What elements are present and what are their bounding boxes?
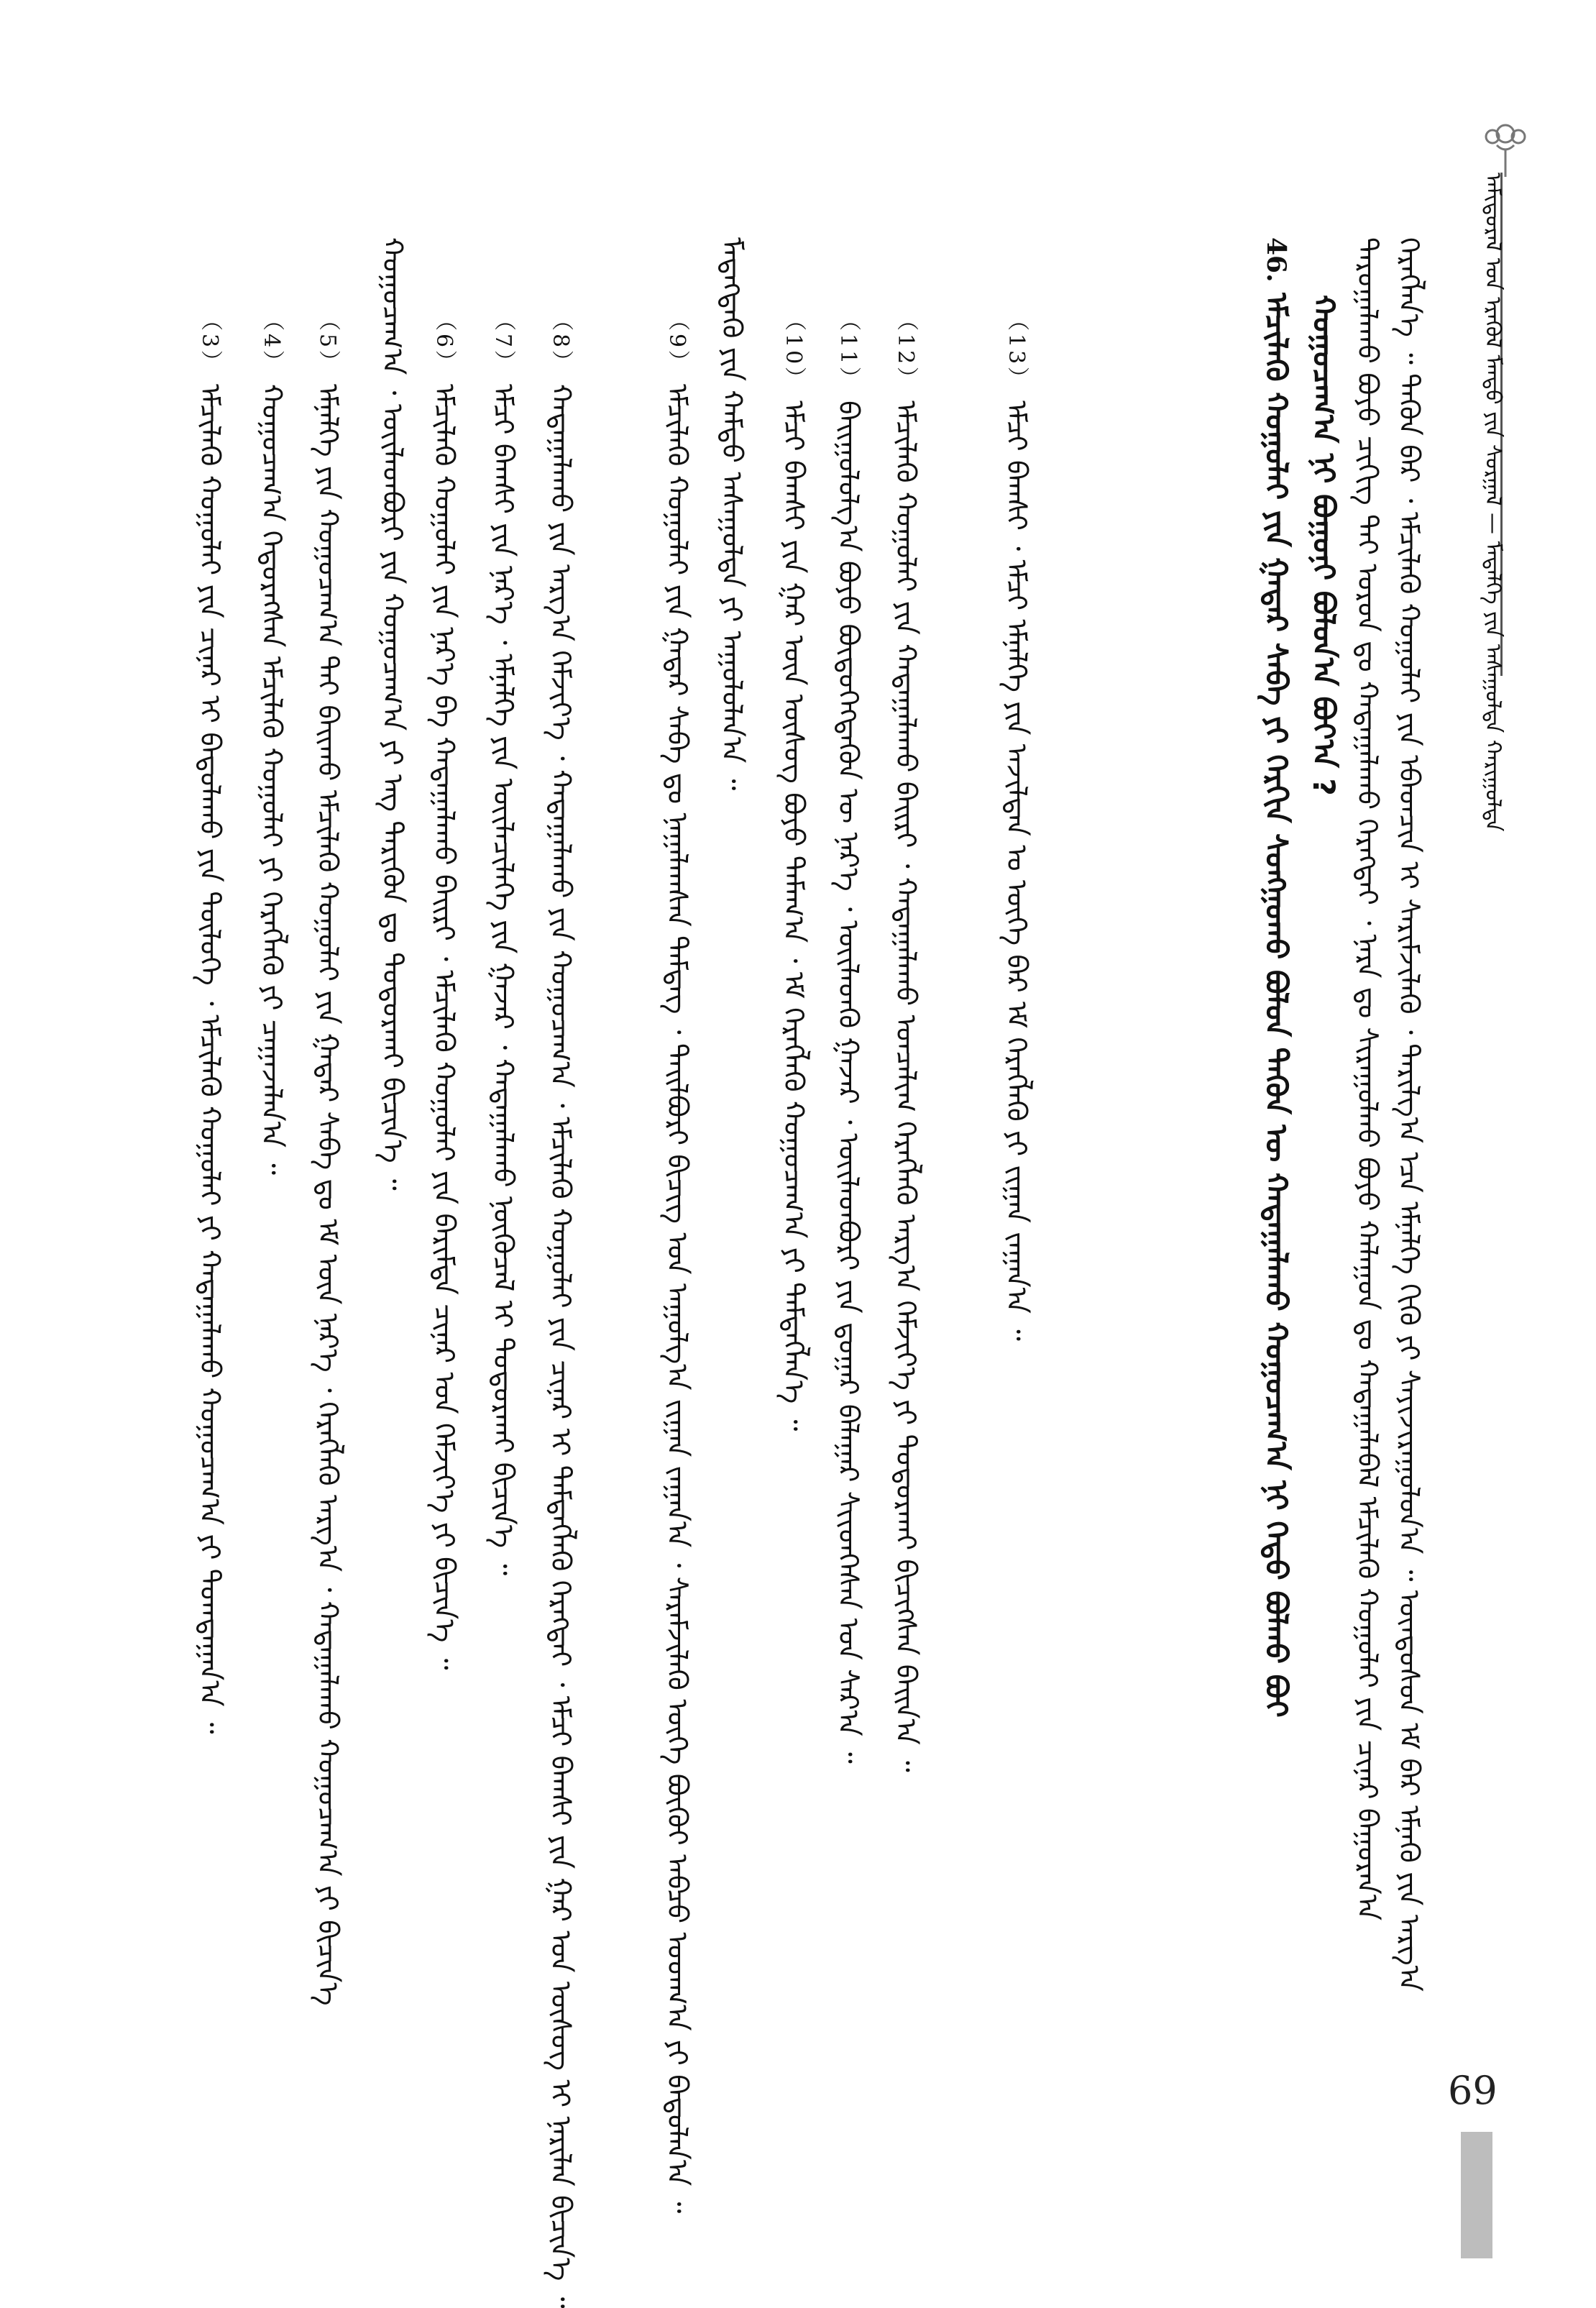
running-head: ᠠᠮᠢᠳᠤᠷᠠᠯ ᠤᠨ ᠡᠷᠡᠭᠦᠯ ᠮᠡᠨᠳᠦ ᠶᠢᠨ ᠰᠤᠷᠭᠠᠯ — ᠮᠡᠳᠡᠯᠭᠡ ᠶᠢᠨ ᠠᠰᠠᠭᠤᠯᠲᠠ ᠬᠠᠷᠢᠭᠤᠯᠲᠠ (1480, 173, 1505, 832)
list-item-number: （6） (431, 309, 457, 375)
list-item (1002, 309, 1030, 1341)
text-column (378, 237, 406, 1191)
question-number: 46. (1261, 237, 1291, 283)
list-item-number: （7） (490, 309, 515, 375)
list-item (834, 309, 862, 1764)
text-column (717, 237, 746, 790)
list-item-number: （3） (197, 309, 222, 375)
text-column-content: ᠪᠠᠢᠭᠤᠯᠤᠯᠭ᠎ᠠ ᠪᠤᠶᠤ ᠪᠦᠲᠦᠭᠡᠭᠳᠡᠬᠦᠨ ᠦ ᠨᠡᠷ᠎ᠡ ᠂ ᠦᠢᠯᠡᠳᠬᠦ ᠭᠠᠵᠠᠷ ᠂ ᠦᠢᠯᠡᠳᠪᠦᠷᠢ ᠶᠢᠨ ᠳ᠋ᠤᠭᠠᠷ ᠪᠠᠯᠠᠭᠠᠷ ᠰᠢᠢᠳᠬᠡᠰᠡᠨ ᠣᠨ ᠰᠠᠷ᠎ᠠ ᠃ (832, 400, 864, 1764)
text-column-content: ᠡᠮᠴᠢᠯᠡᠬᠦ ᠬᠤᠭᠤᠯᠠᠢ ᠶᠢᠨ ᠨᠡᠷ᠎ᠡ ᠪᠠ ᠬᠠᠳᠠᠭᠠᠯᠠᠬᠤ ᠪᠠᠢᠷᠢ ᠂ ᠡᠮᠴᠢᠯᠡᠬᠦ ᠬᠤᠭᠤᠯᠠᠢ ᠶᠢᠨ ᠪᠠᠷᠢᠮᠲᠠ ᠴᠢᠨᠠᠷ ᠤᠨ ᠬᠡᠮᠵᠢᠶ᠎ᠡ ᠶᠢ ᠪᠢᠴᠢᠨ᠎ᠡ ᠃ (428, 384, 460, 1670)
list-item (889, 309, 922, 1772)
list-item-number: （12） (893, 309, 918, 392)
header-ornament-icon (1475, 121, 1536, 178)
list-item (544, 309, 577, 2308)
question-heading (1259, 237, 1294, 1718)
text-column-content: ᠬᠤᠭᠤᠴᠠᠭ᠎ᠠ ᠨᠢ ᠪᠤᠭᠤᠨᠢ ᠪᠣᠯᠤᠨ᠎ᠠ ᠪᠣᠶ᠎ᠠ ? (1306, 295, 1342, 796)
list-item (777, 309, 810, 1432)
text-column (1395, 237, 1423, 1992)
list-item (430, 309, 458, 1670)
text-column (1353, 237, 1381, 1920)
text-column-content: ᠬᠡᠷᠡᠭᠯᠡᠨ᠎ᠡ ᠃ ᠲᠡᠭᠦᠨ ᠪᠡᠷ ᠂ ᠡᠮᠴᠢᠯᠡᠬᠦ ᠬᠤᠭᠤᠯᠠᠢ ᠶᠢᠨ ᠡᠪᠡᠳᠴᠢᠨ ᠢ ᠰᠡᠷᠢᠮᠵᠢᠯᠡᠬᠦ ᠂ ᠲᠠᠷᠢᠯᠭ᠎ᠠ ᠡᠴᠡ ᠡᠮᠨᠡᠯᠭᠡ ᠬᠢᠬᠦ ᠶᠢ ᠰᠠᠶᠢᠵᠢᠷᠠᠭᠤᠯᠤᠨ᠎ᠠ ᠃ ᠦᠨᠳᠦᠰᠦᠨ ᠡᠮ ᠪᠡᠷ ᠡᠮᠨᠡᠬᠦ ᠶᠢᠨ ᠠᠷᠭ᠎ᠠ (1393, 237, 1425, 1992)
list-item-number: （11） (835, 309, 861, 392)
list-item-number: （13） (1004, 309, 1029, 392)
list-item (193, 309, 226, 1734)
text-column-content: ᠡᠮᠴᠢᠯᠡᠬᠦ ᠬᠤᠭᠤᠯᠠᠢ ᠶᠢᠨ ᠭᠠᠳᠠᠷ ᠰᠠᠪᠠ ᠳᠤ ᠨᠠᠭᠠᠯᠠᠭᠰᠠᠨ ᠲᠡᠮᠳᠡᠭ ᠂ ᠲᠠᠢᠯᠪᠤᠷᠢ ᠪᠢᠴᠢᠭ ᠤᠨ ᠠᠭᠤᠯᠭ᠎ᠠ ᠵᠢᠭᠠᠨ ᠵᠠᠭᠠᠨ᠎ᠠ ᠂ ᠰᠡᠷᠡᠮᠵᠢᠯᠡᠬᠦ ᠦᠭᠡ ᠪᠦᠬᠦᠢ ᠠᠪᠴᠤ ᠤᠳᠬ᠎ᠠ ᠶᠢ ᠪᠠᠲᠤᠯᠠᠨ᠎ᠠ ᠃ (661, 384, 693, 2214)
text-column-content: ᠬᠠᠳᠠᠭᠠᠯᠠᠬᠤ ᠶᠢᠨ ᠠᠷᠭ᠎ᠠ ᠬᠡᠮᠵᠢᠶ᠎ᠡ ᠂ ᠬᠠᠳᠠᠭᠠᠯᠠᠬᠤ ᠶᠢᠨ ᠬᠤᠭᠤᠴᠠᠭ᠎ᠠ ᠂ ᠡᠮᠴᠢᠯᠡᠬᠦ ᠬᠤᠭᠤᠯᠠᠢ ᠶᠢᠨ ᠴᠢᠨᠠᠷ ᠢ ᠲᠡᠮᠳᠡᠭᠯᠡᠬᠦ ᠬᠡᠷᠡᠭᠲᠡᠢ ᠂ ᠡᠮᠴᠢ ᠪᠠᠭᠰᠢ ᠶᠢᠨ ᠭᠠᠷ ᠤᠨ ᠦᠰᠦᠭ ᠢ ᠨᠠᠷᠢᠯᠠᠨ ᠪᠢᠴᠢᠨ᠎ᠡ ᠃ (544, 384, 577, 2308)
text-column-content: ᠡᠮᠴᠢᠯᠡᠬᠦ ᠬᠤᠭᠤᠯᠠᠢ ᠶᠢᠨ ᠴᠢᠨᠠᠷ ᠢ ᠪᠠᠲᠤᠯᠠᠬᠤ ᠶᠢᠨ ᠲᠥᠯᠦᠭᠡ ᠂ ᠡᠮᠴᠢᠯᠡᠬᠦ ᠬᠤᠭᠤᠯᠠᠢ ᠶᠢ ᠬᠠᠳᠠᠭᠠᠯᠠᠬᠤ ᠬᠤᠭᠤᠴᠠᠭ᠎ᠠ ᠶᠢ ᠲᠣᠭᠲᠠᠭᠠᠨ᠎ᠠ ᠃ (193, 384, 226, 1734)
text-column-content: ᠳᠠᠷᠤᠭᠠᠯᠠᠬᠤ ᠪᠤᠶᠤ ᠴᠢᠭᠢᠭ ᠲᠠᠢ ᠤᠷᠤᠨ ᠳᠤ ᠬᠠᠳᠠᠭᠠᠯᠠᠬᠤ ᠬᠡᠷᠡᠭᠲᠡᠢ ᠂ ᠨᠠᠷᠠ ᠳᠤ ᠰᠢᠷᠠᠭᠤᠯᠬᠤ ᠪᠤᠶᠤ ᠬᠠᠯᠠᠭᠤᠨ ᠳᠤ ᠬᠠᠳᠠᠭᠠᠯᠠᠪᠠᠯ ᠡᠮᠴᠢᠯᠡᠬᠦ ᠬᠤᠭᠤᠯᠠᠢ ᠶᠢᠨ ᠴᠢᠨᠠᠷ ᠪᠠᠭᠤᠷᠠᠨ᠎ᠠ (1351, 237, 1383, 1921)
text-column-content: ᠡᠮᠴᠢᠯᠡᠬᠦ ᠬᠤᠭᠤᠯᠠᠢ ᠶᠢᠨ ᠬᠠᠳᠠᠭᠠᠯᠠᠬᠤ ᠪᠠᠢᠷᠢ ᠂ ᠬᠠᠳᠠᠭᠠᠯᠠᠬᠤ ᠣᠨᠴᠠᠯᠢᠭ ᠬᠡᠷᠡᠭᠯᠡᠬᠦ ᠠᠷᠭ᠎ᠠ ᠬᠡᠮᠵᠢᠶ᠎ᠡ ᠶᠢ ᠲᠣᠳᠣᠷᠬᠠᠢ ᠪᠢᠴᠢᠭᠰᠡᠨ ᠪᠠᠢᠨ᠎ᠠ ᠃ (889, 400, 922, 1772)
question-continuation (1306, 295, 1342, 796)
text-column-content: ᠡᠮᠴᠢ ᠪᠠᠭᠰᠢ ᠂ ᠡᠮᠴᠢ ᠡᠮᠨᠡᠯᠭᠡ ᠶᠢᠨ ᠠᠵᠢᠯᠲᠠᠨ ᠤ ᠦᠭᠡ ᠪᠡᠷ ᠡᠮ ᠬᠡᠷᠡᠭᠯᠡᠬᠦ ᠶᠢ ᠵᠢᠭᠠᠨ ᠵᠠᠭᠠᠨ᠎ᠠ ᠃ (1000, 400, 1032, 1341)
list-item (489, 309, 517, 1575)
list-item-number: （4） (259, 309, 284, 375)
list-item (663, 309, 691, 2213)
text-column-content: ᠡᠮᠴᠢ ᠪᠠᠭᠰᠢ ᠶᠢᠨ ᠭᠠᠷ ᠦᠨ ᠦᠰᠦᠭ ᠪᠤᠶᠤ ᠲᠠᠮᠠᠭ᠎ᠠ ᠂ ᠡᠮ ᠬᠡᠷᠡᠭᠯᠡᠬᠦ ᠬᠤᠭᠤᠴᠠᠭ᠎ᠠ ᠶᠢ ᠲᠡᠮᠳᠡᠭᠯᠡᠨ᠎ᠡ ᠃ (777, 400, 810, 1432)
list-item (255, 309, 288, 1175)
text-column-content: ᠡᠮᠨᠡᠯᠭᠡ ᠶᠢᠨ ᠬᠤᠭᠤᠴᠠᠭ᠎ᠠ ᠲᠡᠢ ᠪᠠᠢᠬᠤ ᠡᠮᠴᠢᠯᠡᠬᠦ ᠬᠤᠭᠤᠯᠠᠢ ᠶᠢᠨ ᠭᠠᠳᠠᠷ ᠰᠠᠪᠠ ᠳᠤ ᠡᠮ ᠦᠨ ᠨᠡᠷ᠎ᠡ ᠂ ᠬᠡᠷᠡᠭᠯᠡᠬᠦ ᠠᠷᠭ᠎ᠠ ᠂ ᠬᠠᠳᠠᠭᠠᠯᠠᠬᠤ ᠬᠤᠭᠤᠴᠠᠭ᠎ᠠ ᠶᠢ ᠪᠢᠴᠢᠨ᠎ᠡ (311, 384, 344, 2006)
list-item-number: （9） (664, 309, 689, 375)
text-column-content: ᠡᠮᠴᠢ ᠪᠠᠭᠰᠢ ᠶᠢᠨ ᠨᠡᠷ᠎ᠡ ᠂ ᠡᠮᠨᠡᠯᠭᠡ ᠶᠢᠨ ᠦᠢᠯᠡᠴᠢᠯᠡᠭᠡ ᠶᠢᠨ ᠭᠠᠵᠠᠷ ᠂ ᠬᠠᠳᠠᠭᠠᠯᠠᠬᠤ ᠨᠦᠬᠦᠴᠡᠯ ᠢ ᠲᠣᠳᠣᠷᠬᠠᠢ ᠪᠢᠴᠢᠨ᠎ᠡ ᠃ (487, 384, 519, 1576)
text-column-content: ᠬᠤᠭᠤᠴᠠᠭ᠎ᠠ ᠂ ᠦᠢᠯᠡᠳᠪᠦᠷᠢ ᠶᠢᠨ ᠬᠤᠭᠤᠴᠠᠭ᠎ᠠ ᠶᠢ ᠡᠩ ᠲᠡᠷᠢᠭᠦᠨ ᠳᠤ ᠲᠣᠳᠣᠷᠬᠠᠢ ᠪᠢᠴᠢᠨ᠎ᠡ ᠃ (376, 237, 408, 1191)
page-number: 69 (1448, 2068, 1498, 2113)
text-column-content: ᠬᠤᠭᠤᠴᠠᠭ᠎ᠠ ᠬᠡᠲᠦᠷᠡᠭᠰᠡᠨ ᠡᠮᠴᠢᠯᠡᠬᠦ ᠬᠤᠭᠤᠯᠠᠢ ᠶᠢ ᠬᠡᠷᠡᠭᠯᠡᠬᠦ ᠶᠢ ᠴᠠᠭᠠᠵᠠᠯᠠᠨ᠎ᠠ ᠃ (255, 384, 288, 1175)
list-item-number: （8） (548, 309, 573, 375)
text-column-content: ᠡᠮᠴᠢᠯᠡᠬᠦ ᠬᠤᠭᠤᠯᠠᠢ ᠶᠢᠨ ᠭᠠᠳᠠᠷ ᠰᠠᠪᠠ ᠶᠢ ᠬᠡᠷᠬᠢᠨ ᠰᠣᠩᠭᠤᠬᠤ ᠪᠤᠯᠤᠨ ᠲᠡᠭᠦᠨ ᠦ ᠬᠠᠳᠠᠭᠠᠯᠠᠬᠤ ᠬᠤᠭᠤᠴᠠᠭ᠎ᠠ ᠨᠢ ᠬᠡᠳᠦ ᠪᠣᠯᠬᠤ ᠪᠤᠢ (1259, 293, 1294, 1718)
page-edge-tab (1461, 2132, 1492, 2258)
text-column-content: ᠮᠡᠳᠡᠭᠳᠡᠬᠦ ᠶᠢᠨ ᠬᠠᠮᠲᠤ ᠠᠰᠠᠭᠤᠯᠲᠠ ᠶᠢ ᠠᠭᠤᠯᠤᠯᠠᠨ᠎ᠠ ᠃ (715, 237, 748, 791)
list-item (311, 309, 344, 2006)
list-item-number: （5） (315, 309, 340, 375)
list-item-number: （10） (781, 309, 806, 392)
